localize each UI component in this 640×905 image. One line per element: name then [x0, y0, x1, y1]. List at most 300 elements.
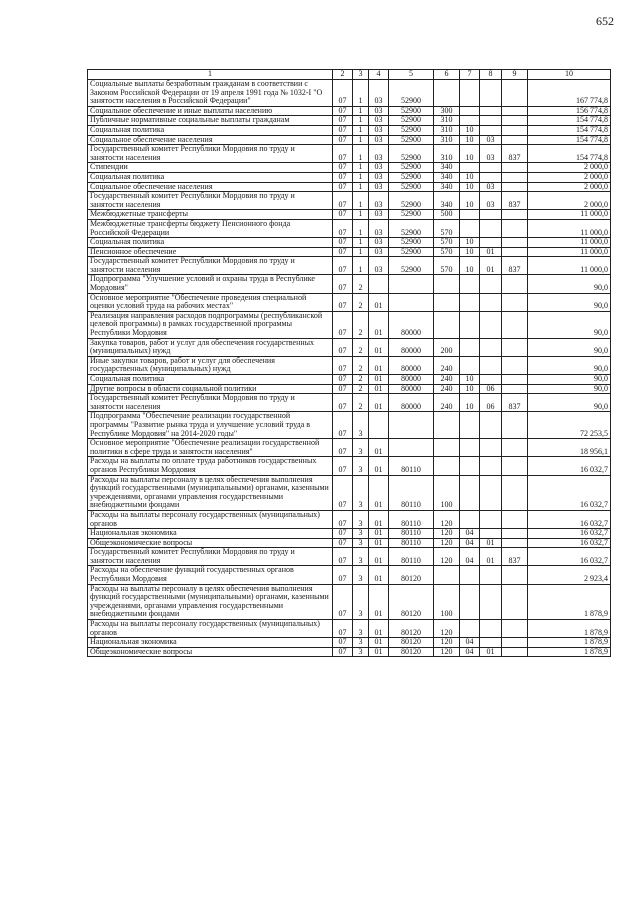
col-subsection: 03	[480, 192, 502, 210]
col-program: 07	[333, 510, 353, 528]
col-direction: 80110	[389, 529, 434, 539]
col-subprogram: 2	[353, 311, 369, 338]
col-program: 07	[333, 566, 353, 584]
col-department: 837	[502, 257, 528, 275]
col-department	[502, 135, 528, 145]
table-row	[88, 412, 611, 439]
col-department: 837	[502, 145, 528, 163]
col-program: 07	[333, 439, 353, 457]
col-direction: 52900	[389, 192, 434, 210]
col-section	[460, 116, 480, 126]
col-amount: 2 000,0	[528, 163, 611, 173]
col-subprogram: 3	[353, 584, 369, 619]
col-measure: 03	[369, 106, 389, 116]
col-name: Пенсионное обеспечение	[88, 247, 333, 257]
col-section: 04	[460, 538, 480, 548]
col-section: 10	[460, 172, 480, 182]
col-direction: 80000	[389, 311, 434, 338]
col-name: Подпрограмма "Обеспечение реализации государственной программы "Развитие рынка труда и улучшение условий труда в Республике Мордовия" на 2014-2020 годы"	[88, 412, 333, 439]
col-department	[502, 125, 528, 135]
table-row	[88, 172, 611, 182]
col-department	[502, 238, 528, 248]
col-subsection	[480, 172, 502, 182]
col-program: 07	[333, 210, 353, 220]
col-program: 07	[333, 647, 353, 657]
table-row	[88, 457, 611, 475]
col-measure: 03	[369, 125, 389, 135]
col-subsection: 03	[480, 182, 502, 192]
col-expense-type: 500	[434, 210, 460, 220]
col-amount: 16 032,7	[528, 510, 611, 528]
col-subsection: 06	[480, 394, 502, 412]
col-department	[502, 638, 528, 648]
col-section	[460, 293, 480, 311]
col-department	[502, 620, 528, 638]
col-program: 07	[333, 125, 353, 135]
col-name: Социальные выплаты безработным гражданам в соответствии с Законом Российской Федерации от 19 апреля 1991 года № 1032-I "О занятости населения в Российской Федерации"	[88, 80, 333, 107]
table-row	[88, 548, 611, 566]
col-subprogram: 3	[353, 439, 369, 457]
col-program: 07	[333, 163, 353, 173]
col-department	[502, 647, 528, 657]
col-amount: 154 774,8	[528, 116, 611, 126]
col-expense-type: 310	[434, 116, 460, 126]
table-row	[88, 192, 611, 210]
col-section	[460, 475, 480, 510]
col-direction: 80000	[389, 356, 434, 374]
col-amount: 2 000,0	[528, 182, 611, 192]
col-direction: 52900	[389, 247, 434, 257]
col-measure: 01	[369, 311, 389, 338]
col-subsection	[480, 238, 502, 248]
col-program: 07	[333, 219, 353, 237]
col-direction: 80120	[389, 647, 434, 657]
col-subsection: 03	[480, 135, 502, 145]
table-row	[88, 529, 611, 539]
col-subprogram: 3	[353, 475, 369, 510]
col-amount: 18 956,1	[528, 439, 611, 457]
col-subprogram: 1	[353, 116, 369, 126]
col-department	[502, 584, 528, 619]
col-section: 10	[460, 145, 480, 163]
col-amount: 167 774,8	[528, 80, 611, 107]
col-name: Расходы на выплаты персоналу в целях обеспечения выполнения функций государственными (муниципальными) органами, казенными учреждениями, органами управления государственными внебюджетными фондами	[88, 475, 333, 510]
col-amount: 1 878,9	[528, 647, 611, 657]
col-section	[460, 566, 480, 584]
col-subsection: 01	[480, 247, 502, 257]
col-amount: 16 032,7	[528, 538, 611, 548]
col-subsection: 01	[480, 538, 502, 548]
col-subsection: 06	[480, 384, 502, 394]
col-subprogram: 3	[353, 457, 369, 475]
col-measure: 01	[369, 620, 389, 638]
col-expense-type: 300	[434, 106, 460, 116]
col-department: 837	[502, 192, 528, 210]
col-measure: 01	[369, 384, 389, 394]
col-amount: 16 032,7	[528, 548, 611, 566]
col-subprogram: 1	[353, 257, 369, 275]
col-subprogram: 2	[353, 275, 369, 293]
col-measure: 03	[369, 172, 389, 182]
col-direction: 80110	[389, 510, 434, 528]
col-measure: 03	[369, 182, 389, 192]
col-program: 07	[333, 182, 353, 192]
col-name: Расходы на выплаты персоналу государственных (муниципальных) органов	[88, 510, 333, 528]
budget-table-body	[88, 70, 611, 657]
col-section: 10	[460, 192, 480, 210]
col-subprogram: 3	[353, 638, 369, 648]
col-measure: 01	[369, 394, 389, 412]
col-amount: 154 774,8	[528, 135, 611, 145]
col-expense-type: 100	[434, 584, 460, 619]
col-name: Основное мероприятие "Обеспечение реализации государственной политики в сфере труда и занятости населения"	[88, 439, 333, 457]
col-expense-type: 340	[434, 163, 460, 173]
col-subsection	[480, 412, 502, 439]
col-direction: 80120	[389, 620, 434, 638]
col-measure: 01	[369, 457, 389, 475]
col-name: Общеэкономические вопросы	[88, 538, 333, 548]
col-name: Основное мероприятие "Обеспечение проведения специальной оценки условий труда на рабочих местах"	[88, 293, 333, 311]
col-program: 07	[333, 548, 353, 566]
table-row	[88, 182, 611, 192]
table-row	[88, 116, 611, 126]
col-expense-type	[434, 457, 460, 475]
col-amount: 90,0	[528, 311, 611, 338]
col-name: Стипендии	[88, 163, 333, 173]
table-row	[88, 620, 611, 638]
col-amount: 11 000,0	[528, 247, 611, 257]
col-expense-type: 340	[434, 172, 460, 182]
col-program: 07	[333, 394, 353, 412]
col-subsection	[480, 106, 502, 116]
col-name: Социальная политика	[88, 125, 333, 135]
col-expense-type: 310	[434, 125, 460, 135]
table-row	[88, 384, 611, 394]
col-subsection	[480, 510, 502, 528]
col-subsection	[480, 620, 502, 638]
col-amount: 1 878,9	[528, 584, 611, 619]
col-subprogram: 2	[353, 375, 369, 385]
col-name: Расходы на выплаты по оплате труда работников государственных органов Республики Мордовия	[88, 457, 333, 475]
col-measure: 03	[369, 163, 389, 173]
col-subprogram: 3	[353, 566, 369, 584]
col-program: 07	[333, 412, 353, 439]
col-section	[460, 210, 480, 220]
col-subsection	[480, 638, 502, 648]
col-program: 07	[333, 375, 353, 385]
col-direction	[389, 293, 434, 311]
col-department	[502, 384, 528, 394]
table-row	[88, 475, 611, 510]
col-department	[502, 116, 528, 126]
col-section	[460, 510, 480, 528]
col-measure: 01	[369, 647, 389, 657]
col-expense-type: 240	[434, 394, 460, 412]
table-row	[88, 257, 611, 275]
col-section	[460, 439, 480, 457]
col-name: Государственный комитет Республики Мордовия по труду и занятости населения	[88, 192, 333, 210]
col-direction: 80110	[389, 538, 434, 548]
col-expense-type	[434, 439, 460, 457]
col-measure: 01	[369, 338, 389, 356]
col-subsection	[480, 356, 502, 374]
table-row	[88, 106, 611, 116]
column-header-9: 9	[502, 70, 528, 80]
col-program: 07	[333, 311, 353, 338]
col-program: 07	[333, 80, 353, 107]
col-amount: 90,0	[528, 394, 611, 412]
column-header-7: 7	[460, 70, 480, 80]
col-subsection	[480, 275, 502, 293]
col-amount: 72 253,5	[528, 412, 611, 439]
col-department	[502, 163, 528, 173]
col-name: Национальная экономика	[88, 529, 333, 539]
col-subsection	[480, 375, 502, 385]
col-expense-type	[434, 311, 460, 338]
col-subsection	[480, 475, 502, 510]
col-subsection	[480, 584, 502, 619]
col-program: 07	[333, 529, 353, 539]
col-amount: 90,0	[528, 375, 611, 385]
col-direction: 52900	[389, 80, 434, 107]
col-subsection	[480, 338, 502, 356]
col-name: Социальное обеспечение и иные выплаты населению	[88, 106, 333, 116]
col-subsection: 01	[480, 647, 502, 657]
col-subprogram: 2	[353, 293, 369, 311]
col-name: Социальная политика	[88, 238, 333, 248]
col-section	[460, 584, 480, 619]
col-amount: 90,0	[528, 384, 611, 394]
col-expense-type: 120	[434, 620, 460, 638]
table-row	[88, 338, 611, 356]
col-expense-type: 120	[434, 647, 460, 657]
col-section	[460, 219, 480, 237]
col-subprogram: 3	[353, 538, 369, 548]
col-direction: 52900	[389, 116, 434, 126]
col-name: Реализация направления расходов подпрограммы (республиканской целевой программы) в рамках государственной программы Республики Мордовия	[88, 311, 333, 338]
col-subprogram: 2	[353, 394, 369, 412]
col-measure: 01	[369, 638, 389, 648]
table-row	[88, 375, 611, 385]
col-department: 837	[502, 394, 528, 412]
col-department	[502, 538, 528, 548]
col-expense-type: 120	[434, 510, 460, 528]
col-expense-type: 240	[434, 356, 460, 374]
col-amount: 90,0	[528, 293, 611, 311]
header-row	[88, 70, 611, 80]
col-subprogram: 1	[353, 145, 369, 163]
col-program: 07	[333, 247, 353, 257]
table-row	[88, 510, 611, 528]
col-amount: 11 000,0	[528, 257, 611, 275]
col-direction: 52900	[389, 106, 434, 116]
col-subsection	[480, 80, 502, 107]
col-program: 07	[333, 145, 353, 163]
col-department	[502, 529, 528, 539]
col-program: 07	[333, 338, 353, 356]
col-amount: 2 923,4	[528, 566, 611, 584]
col-subsection: 01	[480, 548, 502, 566]
col-amount: 11 000,0	[528, 210, 611, 220]
table-row	[88, 125, 611, 135]
col-direction	[389, 439, 434, 457]
col-measure: 01	[369, 548, 389, 566]
col-department	[502, 457, 528, 475]
col-subsection	[480, 457, 502, 475]
col-department	[502, 566, 528, 584]
col-name: Расходы на обеспечение функций государственных органов Республики Мордовия	[88, 566, 333, 584]
col-subprogram: 2	[353, 338, 369, 356]
column-header-1: 1	[88, 70, 333, 80]
col-expense-type: 240	[434, 384, 460, 394]
table-row	[88, 647, 611, 657]
col-amount: 1 878,9	[528, 620, 611, 638]
col-program: 07	[333, 192, 353, 210]
col-expense-type: 100	[434, 475, 460, 510]
col-measure: 03	[369, 145, 389, 163]
col-section: 04	[460, 647, 480, 657]
col-amount: 11 000,0	[528, 238, 611, 248]
col-program: 07	[333, 584, 353, 619]
col-amount: 90,0	[528, 356, 611, 374]
col-name: Публичные нормативные социальные выплаты гражданам	[88, 116, 333, 126]
col-department	[502, 80, 528, 107]
col-section	[460, 163, 480, 173]
col-amount: 16 032,7	[528, 475, 611, 510]
col-direction: 80000	[389, 338, 434, 356]
col-expense-type: 570	[434, 257, 460, 275]
col-direction: 80000	[389, 384, 434, 394]
col-direction: 52900	[389, 125, 434, 135]
col-direction	[389, 412, 434, 439]
col-expense-type	[434, 412, 460, 439]
col-expense-type: 570	[434, 219, 460, 237]
col-measure: 01	[369, 439, 389, 457]
table-row	[88, 145, 611, 163]
col-direction: 80120	[389, 566, 434, 584]
col-name: Государственный комитет Республики Мордовия по труду и занятости населения	[88, 145, 333, 163]
col-subsection	[480, 566, 502, 584]
col-subprogram: 1	[353, 238, 369, 248]
col-name: Общеэкономические вопросы	[88, 647, 333, 657]
col-subprogram: 1	[353, 80, 369, 107]
col-program: 07	[333, 293, 353, 311]
table-row	[88, 584, 611, 619]
col-subsection: 03	[480, 145, 502, 163]
col-subsection	[480, 219, 502, 237]
col-section: 10	[460, 135, 480, 145]
col-section: 04	[460, 529, 480, 539]
col-direction: 52900	[389, 182, 434, 192]
col-name: Межбюджетные трансферты	[88, 210, 333, 220]
col-name: Социальная политика	[88, 375, 333, 385]
col-section: 10	[460, 384, 480, 394]
table-row	[88, 210, 611, 220]
col-department: 837	[502, 548, 528, 566]
col-direction: 52900	[389, 163, 434, 173]
col-program: 07	[333, 475, 353, 510]
col-name: Закупка товаров, работ и услуг для обеспечения государственных (муниципальных) нужд	[88, 338, 333, 356]
col-subsection	[480, 439, 502, 457]
col-subprogram: 1	[353, 135, 369, 145]
col-name: Социальное обеспечение населения	[88, 182, 333, 192]
column-header-8: 8	[480, 70, 502, 80]
col-program: 07	[333, 116, 353, 126]
col-department	[502, 247, 528, 257]
column-header-5: 5	[389, 70, 434, 80]
col-direction	[389, 275, 434, 293]
table-row	[88, 293, 611, 311]
col-name: Национальная экономика	[88, 638, 333, 648]
col-expense-type: 570	[434, 238, 460, 248]
col-name: Социальное обеспечение населения	[88, 135, 333, 145]
col-subprogram: 1	[353, 182, 369, 192]
table-row	[88, 275, 611, 293]
col-measure: 01	[369, 566, 389, 584]
col-section: 10	[460, 247, 480, 257]
col-subprogram: 3	[353, 620, 369, 638]
col-subprogram: 3	[353, 647, 369, 657]
col-department	[502, 210, 528, 220]
col-amount: 16 032,7	[528, 529, 611, 539]
col-expense-type: 570	[434, 247, 460, 257]
col-direction: 80110	[389, 475, 434, 510]
col-section	[460, 412, 480, 439]
col-subprogram: 1	[353, 106, 369, 116]
col-measure	[369, 275, 389, 293]
col-measure: 01	[369, 529, 389, 539]
col-program: 07	[333, 457, 353, 475]
col-program: 07	[333, 172, 353, 182]
col-department	[502, 311, 528, 338]
table-row	[88, 80, 611, 107]
col-subprogram: 1	[353, 125, 369, 135]
col-expense-type	[434, 275, 460, 293]
col-subprogram: 2	[353, 384, 369, 394]
col-expense-type	[434, 293, 460, 311]
col-name: Государственный комитет Республики Мордовия по труду и занятости населения	[88, 394, 333, 412]
col-section	[460, 275, 480, 293]
table-row	[88, 311, 611, 338]
col-measure	[369, 412, 389, 439]
col-direction: 80120	[389, 638, 434, 648]
table-row	[88, 238, 611, 248]
col-direction: 52900	[389, 257, 434, 275]
table-row	[88, 163, 611, 173]
col-section: 04	[460, 548, 480, 566]
col-measure: 01	[369, 475, 389, 510]
col-section: 10	[460, 375, 480, 385]
col-measure: 01	[369, 375, 389, 385]
col-name: Другие вопросы в области социальной политики	[88, 384, 333, 394]
col-section	[460, 457, 480, 475]
col-program: 07	[333, 356, 353, 374]
col-section	[460, 106, 480, 116]
col-subsection	[480, 163, 502, 173]
column-header-6: 6	[434, 70, 460, 80]
col-measure: 03	[369, 257, 389, 275]
col-section: 10	[460, 238, 480, 248]
col-subprogram: 1	[353, 210, 369, 220]
col-subprogram: 3	[353, 548, 369, 566]
col-department	[502, 475, 528, 510]
column-header-2: 2	[333, 70, 353, 80]
col-expense-type: 120	[434, 529, 460, 539]
col-amount: 90,0	[528, 338, 611, 356]
col-expense-type: 200	[434, 338, 460, 356]
col-program: 07	[333, 257, 353, 275]
col-section	[460, 620, 480, 638]
